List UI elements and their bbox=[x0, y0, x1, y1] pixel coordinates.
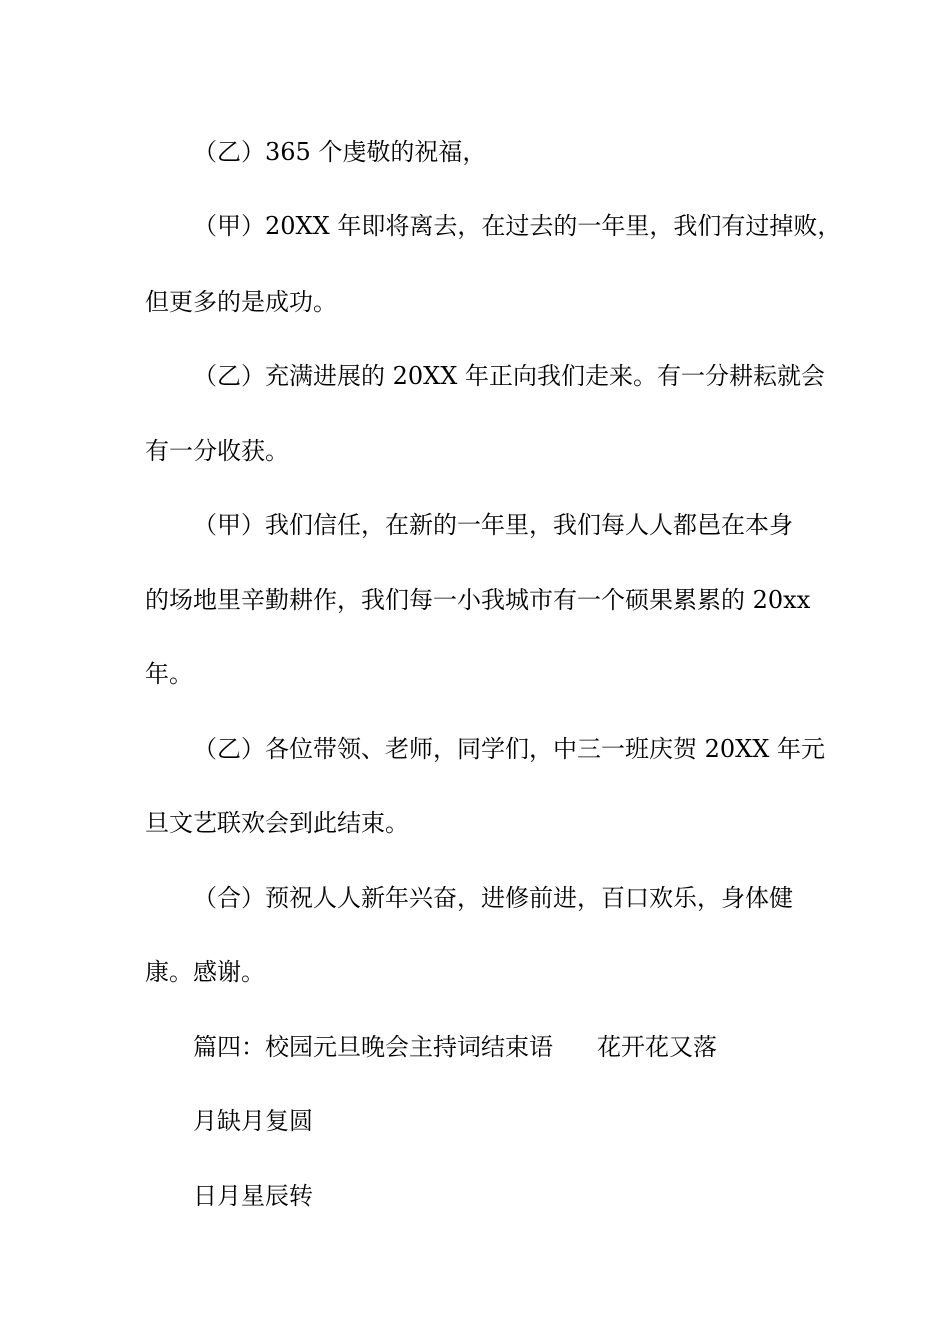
poem-line-3: 日月星辰转 bbox=[193, 1182, 313, 1210]
paragraph-line-8: 年。 bbox=[145, 660, 193, 688]
paragraph-line-6: （甲）我们信任，在新的一年里，我们每人人都邑在本身 bbox=[193, 511, 793, 539]
paragraph-line-7: 的场地里辛勤耕作，我们每一小我城市有一个硕果累累的 20xx bbox=[145, 586, 811, 614]
paragraph-line-2: （甲）20XX 年即将离去，在过去的一年里，我们有过掉败， bbox=[193, 212, 842, 240]
paragraph-line-3: 但更多的是成功。 bbox=[145, 288, 337, 316]
paragraph-line-12: 康。感谢。 bbox=[145, 958, 265, 986]
paragraph-line-10: 旦文艺联欢会到此结束。 bbox=[145, 809, 409, 837]
poem-line-2: 月缺月复圆 bbox=[193, 1107, 313, 1135]
paragraph-line-1: （乙）365 个虔敬的祝福， bbox=[193, 138, 487, 166]
paragraph-line-9: （乙）各位带领、老师，同学们，中三一班庆贺 20XX 年元 bbox=[193, 735, 825, 763]
paragraph-line-4: （乙）充满进展的 20XX 年正向我们走来。有一分耕耘就会 bbox=[193, 362, 825, 390]
section-heading-line bbox=[193, 1027, 873, 1067]
paragraph-line-11: （合）预祝人人新年兴奋，进修前进，百口欢乐，身体健 bbox=[193, 884, 793, 912]
paragraph-line-5: 有一分收获。 bbox=[145, 437, 289, 465]
poem-line-1: 花开花又落 bbox=[597, 1033, 717, 1061]
section-heading: 篇四：校园元旦晚会主持词结束语 bbox=[193, 1033, 553, 1061]
